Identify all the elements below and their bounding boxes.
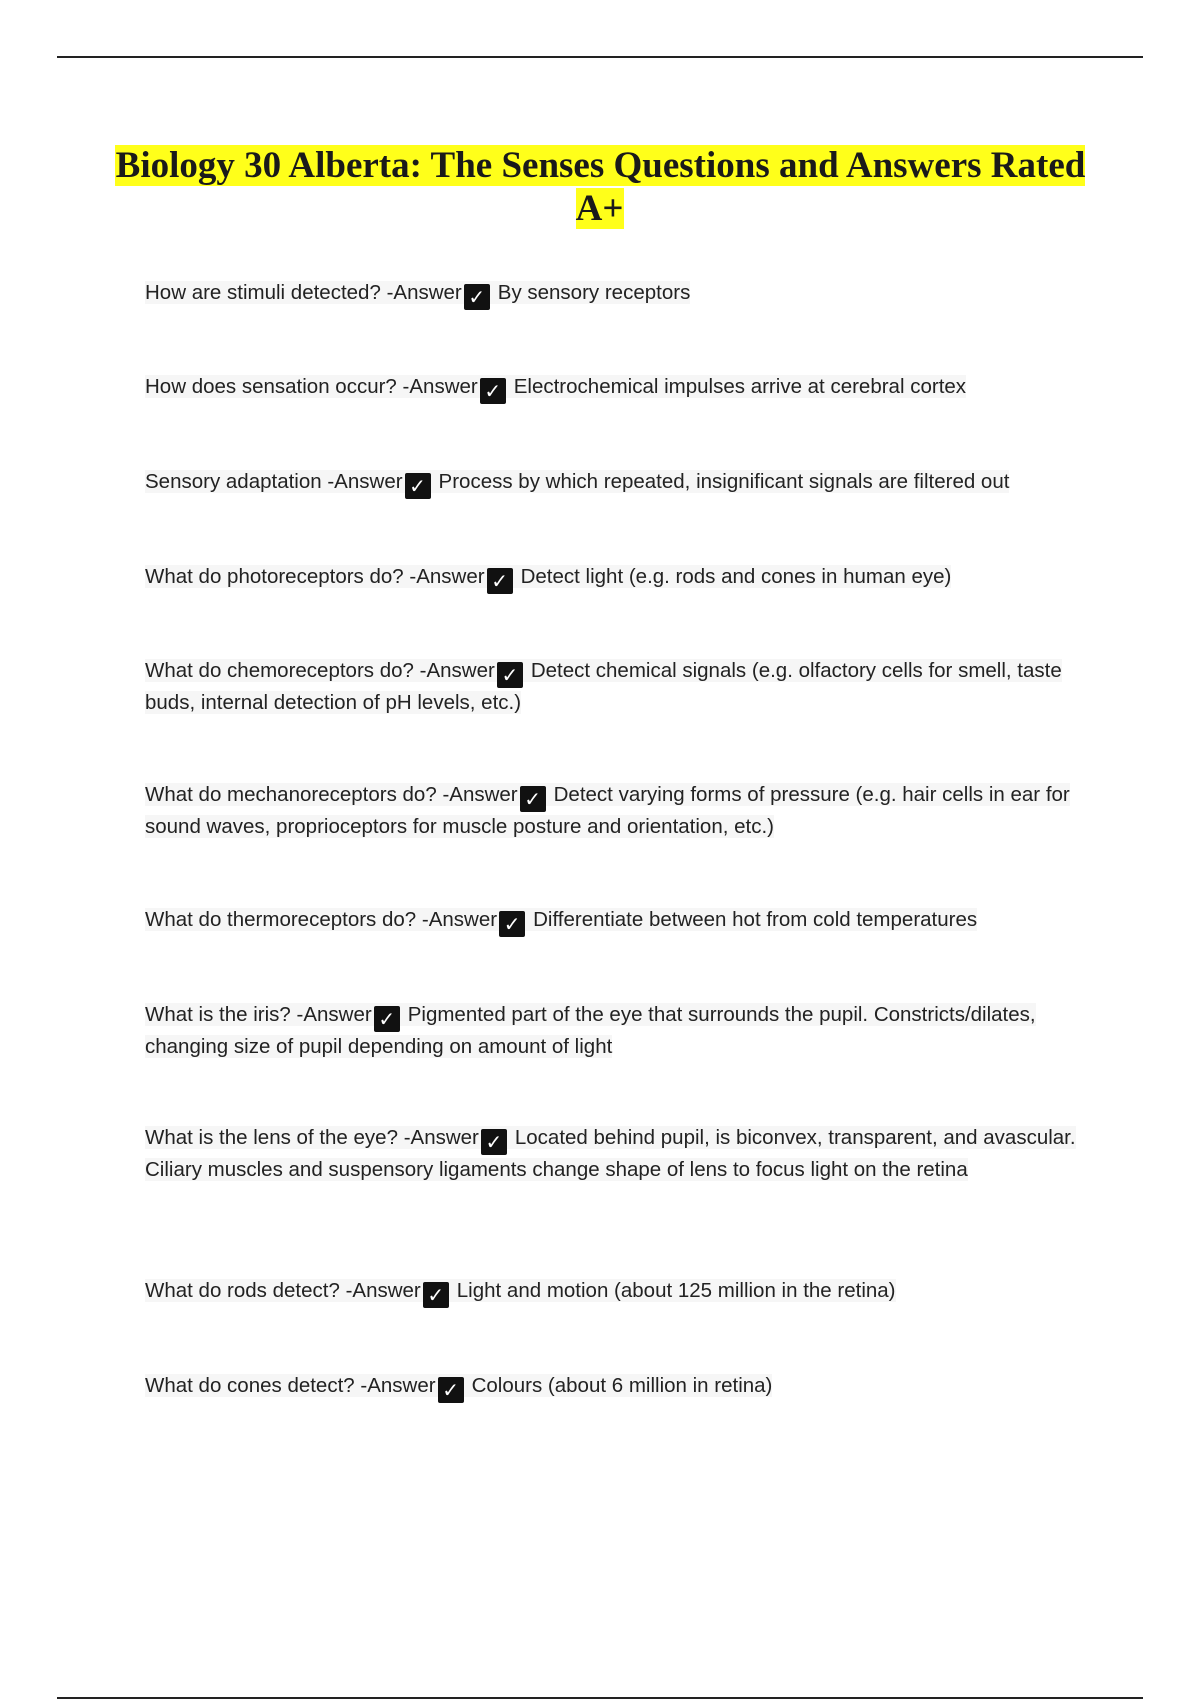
question-text: What do cones detect?: [145, 1374, 355, 1397]
answer-marker: -Answer: [419, 659, 495, 682]
answer-text: Colours (about 6 million in retina): [471, 1374, 773, 1397]
qa-item: [145, 780, 1085, 842]
answer-marker: -Answer: [421, 908, 498, 931]
answer-text: Process by which repeated, insignificant signals are filtered out: [438, 470, 1010, 493]
answer-text: Detect light (e.g. rods and cones in human eye): [520, 565, 952, 588]
qa-item: [145, 467, 1085, 499]
question-text: What is the iris?: [145, 1003, 291, 1026]
question-text: Sensory adaptation: [145, 470, 322, 493]
answer-marker: -Answer: [360, 1374, 436, 1397]
checkmark-icon: ✓: [374, 1006, 400, 1032]
question-text: What do mechanoreceptors do?: [145, 783, 437, 806]
answer-text: By sensory receptors: [497, 281, 691, 304]
question-text: What do chemoreceptors do?: [145, 659, 414, 682]
answer-marker: -Answer: [296, 1003, 372, 1026]
qa-item: [145, 1000, 1085, 1062]
question-text: How are stimuli detected?: [145, 281, 381, 304]
answer-text: Detect varying forms of pressure (e.g. hair cells in ear for sound waves, proprioceptors for muscle posture and orientation, etc.): [145, 783, 1070, 838]
answer-text: Pigmented part of the eye that surrounds the pupil. Constricts/dilates, changing size of pupil depending on amount of light: [145, 1003, 1036, 1058]
answer-marker: -Answer: [345, 1279, 421, 1302]
answer-marker: -Answer: [402, 375, 478, 398]
answer-marker: -Answer: [403, 1126, 479, 1149]
answer-text: Detect chemical signals (e.g. olfactory cells for smell, taste buds, internal detection of pH levels, etc.): [145, 659, 1062, 714]
checkmark-icon: ✓: [480, 378, 506, 404]
checkmark-icon: ✓: [520, 786, 546, 812]
bottom-divider: [57, 1697, 1143, 1699]
checkmark-icon: ✓: [481, 1129, 507, 1155]
question-text: How does sensation occur?: [145, 375, 397, 398]
answer-marker: -Answer: [327, 470, 403, 493]
checkmark-icon: ✓: [487, 568, 513, 594]
question-text: What do photoreceptors do?: [145, 565, 404, 588]
checkmark-icon: ✓: [438, 1377, 464, 1403]
qa-item: [145, 656, 1085, 718]
checkmark-icon: ✓: [464, 284, 490, 310]
question-text: What do thermoreceptors do?: [145, 908, 417, 931]
answer-marker: -Answer: [409, 565, 485, 588]
checkmark-icon: ✓: [423, 1282, 449, 1308]
qa-item: [145, 278, 1085, 310]
qa-item: [145, 1123, 1085, 1185]
checkmark-icon: ✓: [497, 662, 523, 688]
answer-marker: -Answer: [386, 281, 462, 304]
qa-item: [145, 372, 1085, 404]
top-divider: [57, 56, 1143, 58]
qa-item: [145, 562, 1085, 594]
checkmark-icon: ✓: [499, 911, 525, 937]
answer-text: Located behind pupil, is biconvex, transparent, and avascular. Ciliary muscles and suspensory ligaments change shape of lens to focus light on the retina: [145, 1126, 1076, 1181]
qa-item: [145, 1371, 1085, 1403]
answer-text: Electrochemical impulses arrive at cerebral cortex: [513, 375, 967, 398]
question-text: What do rods detect?: [145, 1279, 340, 1302]
question-text: What is the lens of the eye?: [145, 1126, 398, 1149]
answer-text: Differentiate between hot from cold temperatures: [533, 908, 978, 931]
answer-marker: -Answer: [442, 783, 518, 806]
qa-item: [145, 905, 1085, 937]
page-title: [100, 144, 1100, 230]
answer-text: Light and motion (about 125 million in the retina): [456, 1279, 896, 1302]
qa-item: [145, 1276, 1085, 1308]
checkmark-icon: ✓: [405, 473, 431, 499]
title-highlight: Biology 30 Alberta: The Senses Questions and Answers Rated A+: [115, 145, 1086, 229]
